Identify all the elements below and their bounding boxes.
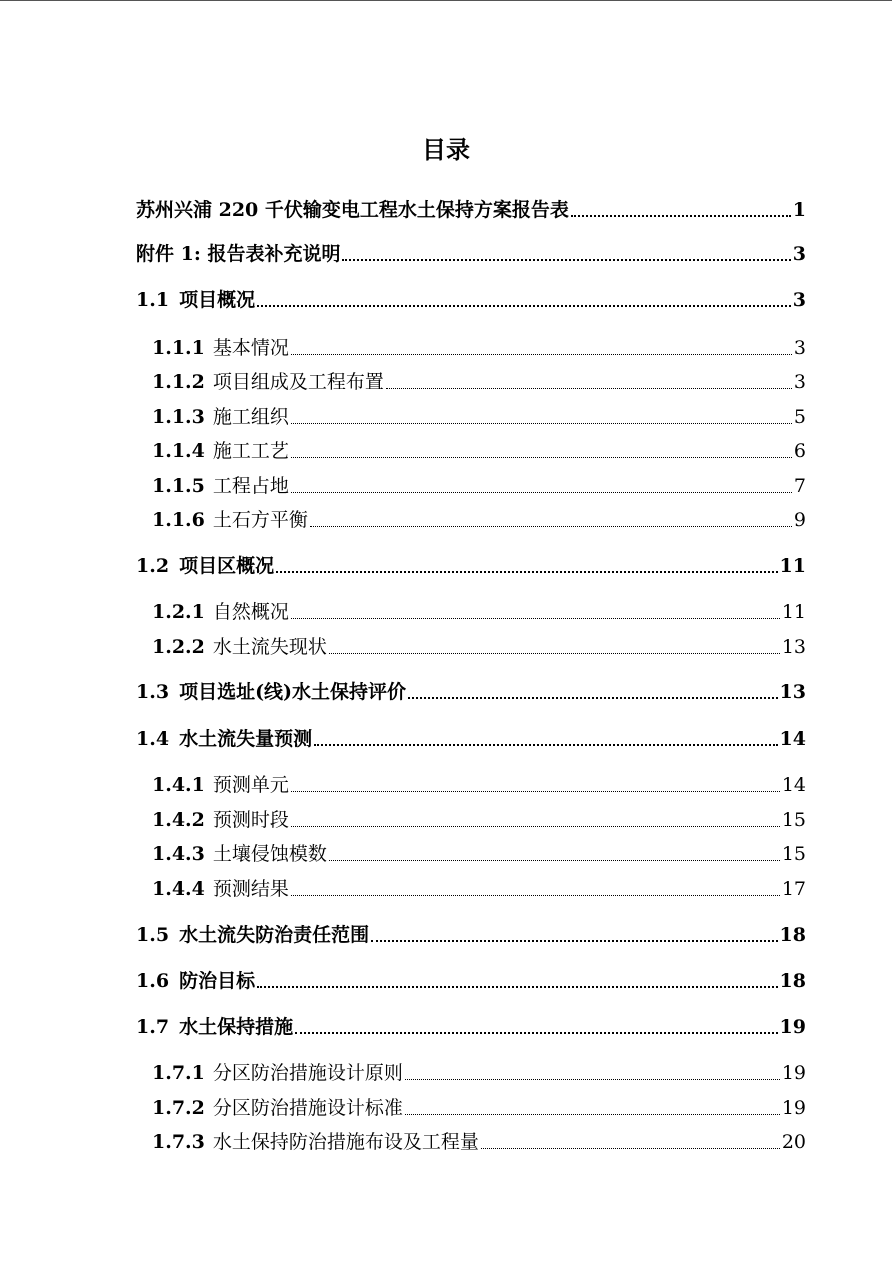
toc-dot-leader	[276, 571, 777, 573]
toc-entry-page: 13	[779, 681, 806, 703]
toc-dot-leader	[408, 697, 778, 699]
toc-entry-page: 18	[779, 924, 806, 946]
toc-entry-label: 项目选址(线)水土保持评价	[179, 681, 407, 703]
toc-entry-20[interactable]	[136, 1006, 806, 1040]
toc-entry-number: 1.4.2	[152, 809, 205, 831]
toc-entry-number: 1.1	[136, 289, 170, 311]
toc-entry-page: 3	[792, 289, 806, 311]
toc-dot-leader	[257, 305, 791, 307]
toc-entry-page: 14	[781, 774, 806, 796]
page-top-border	[0, 0, 892, 1]
toc-entry-17[interactable]	[136, 868, 806, 902]
toc-entry-page: 5	[793, 406, 806, 428]
toc-entry-page: 19	[781, 1097, 806, 1119]
toc-entry-number: 1.4.1	[152, 774, 205, 796]
toc-entry-label: 预测结果	[212, 878, 289, 900]
toc-entry-21[interactable]	[136, 1052, 806, 1086]
toc-entry-1[interactable]	[136, 233, 806, 267]
toc-entry-label: 附件 1: 报告表补充说明	[136, 243, 341, 265]
toc-entry-page: 19	[779, 1016, 806, 1038]
toc-dot-leader	[329, 653, 780, 654]
toc-entry-label: 苏州兴浦 220 千伏输变电工程水土保持方案报告表	[136, 199, 569, 221]
toc-entry-number: 1.6	[136, 970, 170, 992]
toc-entry-number: 1.1.1	[152, 337, 205, 359]
toc-dot-leader	[291, 895, 780, 896]
toc-entry-number: 1.2.1	[152, 601, 205, 623]
toc-dot-leader	[291, 423, 792, 424]
toc-entry-page: 13	[781, 636, 806, 658]
toc-entry-16[interactable]	[136, 833, 806, 867]
toc-entry-15[interactable]	[136, 799, 806, 833]
toc-dot-leader	[481, 1148, 780, 1149]
toc-dot-leader	[405, 1079, 780, 1080]
toc-entry-5[interactable]	[136, 396, 806, 430]
toc-entry-6[interactable]	[136, 430, 806, 464]
toc-dot-leader	[291, 791, 780, 792]
toc-entry-page: 9	[793, 509, 806, 531]
toc-dot-leader	[314, 744, 777, 746]
toc-entry-number: 1.2	[136, 555, 170, 577]
toc-dot-leader	[291, 618, 780, 619]
toc-dot-leader	[291, 492, 792, 493]
toc-entry-number: 1.1.5	[152, 475, 205, 497]
toc-entry-number: 1.2.2	[152, 636, 205, 658]
toc-entry-7[interactable]	[136, 465, 806, 499]
toc-entry-label: 分区防治措施设计原则	[212, 1062, 403, 1084]
toc-entry-number: 1.7	[136, 1016, 170, 1038]
toc-dot-leader	[405, 1114, 780, 1115]
toc-entry-2[interactable]	[136, 279, 806, 313]
toc-entry-page: 19	[781, 1062, 806, 1084]
toc-entry-page: 6	[793, 440, 806, 462]
toc-entry-23[interactable]	[136, 1121, 806, 1155]
toc-entry-11[interactable]	[136, 626, 806, 660]
toc-dot-leader	[291, 826, 780, 827]
toc-entry-number: 1.5	[136, 924, 170, 946]
toc-entry-label: 预测单元	[212, 774, 289, 796]
toc-entry-label: 项目区概况	[179, 555, 275, 577]
toc-entry-page: 3	[793, 371, 806, 393]
toc-entry-label: 水土保持防治措施布设及工程量	[212, 1131, 479, 1153]
toc-entry-10[interactable]	[136, 591, 806, 625]
toc-entry-page: 17	[781, 878, 806, 900]
toc-entry-page: 11	[781, 601, 806, 623]
toc-entry-label: 施工组织	[212, 406, 289, 428]
toc-entry-page: 11	[779, 555, 806, 577]
toc-entry-page: 3	[792, 243, 806, 265]
toc-entry-label: 分区防治措施设计标准	[212, 1097, 403, 1119]
toc-entry-label: 施工工艺	[212, 440, 289, 462]
toc-entry-number: 1.3	[136, 681, 170, 703]
toc-entry-number: 1.1.4	[152, 440, 205, 462]
toc-dot-leader	[310, 526, 792, 527]
toc-dot-leader	[291, 457, 792, 458]
toc-entry-label: 土石方平衡	[212, 509, 308, 531]
toc-entry-22[interactable]	[136, 1087, 806, 1121]
toc-entry-label: 项目组成及工程布置	[212, 371, 384, 393]
toc-entry-page: 15	[781, 809, 806, 831]
toc-entry-8[interactable]	[136, 499, 806, 533]
toc-entry-page: 14	[779, 728, 806, 750]
toc-entry-number: 1.4.3	[152, 843, 205, 865]
toc-dot-leader	[329, 860, 780, 861]
toc-entry-0[interactable]	[136, 189, 806, 223]
toc-entry-page: 1	[792, 199, 806, 221]
toc-entry-3[interactable]	[136, 327, 806, 361]
toc-entry-label: 水土流失现状	[212, 636, 327, 658]
toc-entry-14[interactable]	[136, 764, 806, 798]
toc-entry-page: 18	[779, 970, 806, 992]
toc-entry-number: 1.1.2	[152, 371, 205, 393]
toc-entry-page: 15	[781, 843, 806, 865]
toc-dot-leader	[291, 354, 792, 355]
toc-entry-label: 项目概况	[179, 289, 256, 311]
toc-dot-leader	[342, 259, 790, 261]
toc-entry-label: 基本情况	[212, 337, 289, 359]
toc-dot-leader	[257, 986, 777, 988]
toc-entry-19[interactable]	[136, 960, 806, 994]
toc-entry-12[interactable]	[136, 671, 806, 705]
toc-entry-page: 7	[793, 475, 806, 497]
toc-entry-number: 1.7.3	[152, 1131, 205, 1153]
toc-entry-label: 自然概况	[212, 601, 289, 623]
toc-entry-page: 20	[781, 1131, 806, 1153]
toc-entry-number: 1.7.1	[152, 1062, 205, 1084]
toc-entry-number: 1.1.3	[152, 406, 205, 428]
toc-entry-label: 土壤侵蚀模数	[212, 843, 327, 865]
toc-dot-leader	[571, 215, 791, 217]
toc-dot-leader	[386, 388, 792, 389]
toc-entry-page: 3	[793, 337, 806, 359]
toc-entry-4[interactable]	[136, 361, 806, 395]
toc-dot-leader	[371, 940, 777, 942]
toc-entry-18[interactable]	[136, 914, 806, 948]
toc-entry-9[interactable]	[136, 545, 806, 579]
toc-entry-number: 1.7.2	[152, 1097, 205, 1119]
toc-entry-number: 1.4.4	[152, 878, 205, 900]
toc-dot-leader	[295, 1032, 777, 1034]
toc-entry-label: 预测时段	[212, 809, 289, 831]
toc-entry-label: 工程占地	[212, 475, 289, 497]
toc-entry-label: 水土流失量预测	[179, 728, 313, 750]
toc-entry-label: 水土保持措施	[179, 1016, 294, 1038]
toc-entry-label: 防治目标	[179, 970, 256, 992]
toc-title: 目录	[422, 136, 470, 164]
toc-entry-label: 水土流失防治责任范围	[179, 924, 370, 946]
toc-entry-13[interactable]	[136, 718, 806, 752]
toc-entry-number: 1.4	[136, 728, 170, 750]
toc-entry-number: 1.1.6	[152, 509, 205, 531]
